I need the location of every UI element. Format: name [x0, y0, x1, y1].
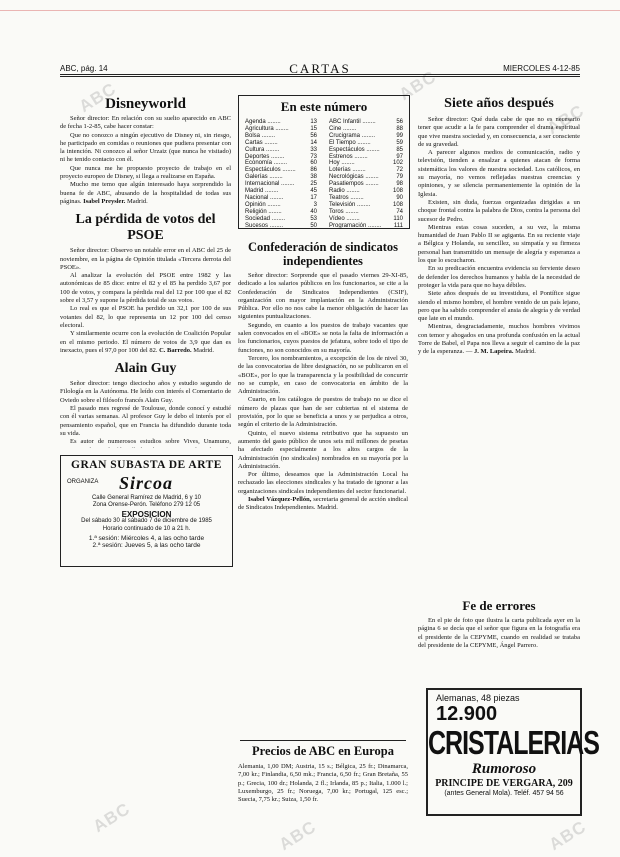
index-entry-page: 79 [396, 174, 403, 181]
index-entry [329, 154, 403, 161]
index-entry-label: Religión ........ [245, 208, 282, 215]
abc-watermark: ABC [275, 816, 320, 855]
auction-exposicion: EXPOSICION [121, 509, 172, 519]
index-entry-label: Estrenos ........ [329, 153, 368, 160]
abc-watermark: ABC [395, 66, 440, 105]
index-entry-page: 90 [396, 194, 403, 201]
ad-store-name: Rumoroso [471, 761, 537, 777]
index-entry-page: 108 [392, 188, 403, 195]
index-entry-page: 13 [310, 119, 317, 125]
index-entry-page: 45 [310, 188, 317, 195]
index-entry-page: 72 [396, 167, 403, 174]
index-entry [329, 133, 403, 140]
index-entry-label: Agenda ........ [245, 119, 281, 125]
index-entry [329, 167, 403, 174]
letter-paragraph: A parecer algunos medios de comunicación, radio y televisión, tienden a ensalzar a quienes atacan de forma sistemática los valores de nuestra sociedad. Los católicos, en su mayoría, no vemos reflejadas nuestras creencias y opiniones, y se silencia permanentemente la opinión de la Iglesia. [418, 149, 580, 198]
auction-organiza: ORGANIZA [67, 479, 99, 485]
index-entry-label: ABC Infantil ........ [329, 119, 376, 125]
index-entry-label: Espectáculos ........ [245, 167, 296, 174]
index-entry-label: Sociedad ........ [245, 215, 286, 222]
index-entry [329, 174, 403, 181]
letter-paragraph: Lo real es que el PSOE ha perdido un 32,1 por 100 de sus votantes del 82, lo que representa un 12 por 100 del censo electoral. [60, 305, 231, 329]
index-entry-page: 33 [310, 146, 317, 153]
auction-logo: Sircoa [119, 473, 174, 493]
index-entry-label: Galerías ........ [245, 174, 283, 181]
letter-paragraph: Señor director: Sorprende que el pasado viernes 29-XI-85, dedicado a los salarios públicos en los funcionarios, se cite a la Confederación de Sindicatos Independientes (CSIF), organización con mayor implantación en la Administración Pública. Por ello no nos cabe la menor obligación de hacer las siguientes puntualizaciones. [238, 272, 408, 321]
index-entry-label: Pasatiempos ........ [329, 181, 379, 188]
ad-brand: CRISTALERIAS [428, 724, 599, 762]
index-entry [329, 160, 403, 167]
index-entry-label: Nacional ........ [245, 194, 284, 201]
index-entry-label: Bolsa ........ [245, 132, 276, 139]
header-rule-2 [60, 76, 580, 77]
index-entry [329, 181, 403, 188]
index-entry-page: 99 [396, 132, 403, 139]
index-entry-label: El Tiempo ........ [329, 139, 371, 146]
index-entry-label: Internacional ........ [245, 181, 295, 188]
prices-text: Alemania, 1,00 DM; Austria, 15 s.; Bélgica, 25 fr.; Dinamarca, 7,00 kr.; Finlandia, 6,50 mk.; Francia, 6,50 fr.; Gran Bretaña, 55 p.; Grecia, 100 dr.; Holanda, 2 fl.; Irlanda, 85 p.; Italia, 1.000 l.; Luxemburgo, 25 fr.; Noruega, 7,00 kr.; Portugal, 125 esc.; Suecia, 7,75 kr.; Suiza, 1,50 fr. [238, 763, 408, 804]
letter-signature: J. M. Lapeira. [473, 348, 514, 356]
letter-paragraph: Mientras estas cosas suceden, a su vez, la misma humanidad de Juan Pablo II se agiganta. En su reciente viaje a Bélgica y Holanda, su sencillez, su simpatía y su firmeza personal han transmitido un mensaje de alegría y esperanza a los que lo escucharon. [418, 223, 580, 265]
index-entry-label: Deportes ........ [245, 153, 285, 160]
abc-watermark: ABC [543, 100, 588, 139]
index-entry [245, 202, 317, 209]
letter-paragraph: Isabel Vázquez-Pellón, secretaria general de acción sindical de Sindicatos Independientes. Madrid. [238, 496, 408, 512]
letter-paragraph: En su predicación encuentra evidencia su ferviente deseo de defender los derechos humanos y habla de la necesidad de proteger la vida para que no haya débiles. [418, 265, 580, 289]
letter-paragraph: Por último, deseamos que la Administración Local ha rechazado las elecciones sindicales y ha tratado de ignorar a las organizaciones sindicales independientes del sector funcionarial. [238, 471, 408, 495]
index-entry [245, 216, 317, 223]
index-entry-page: 102 [392, 160, 403, 167]
auction-session-1: 1.ª sesión: Miércoles 4, a las ocho tarde [88, 535, 205, 543]
index-entry-page: 59 [396, 139, 403, 146]
auction-phone: Zona Orense-Perón. Teléfono 279 12 05 [92, 502, 201, 509]
index-entry-label: Cine ........ [329, 125, 357, 132]
index-entry-label: Programación ........ [329, 222, 382, 229]
index-entry [245, 140, 317, 147]
index-entry-label: Espectáculos ........ [329, 146, 380, 153]
column-center [238, 240, 408, 630]
letter-paragraph: Señor director: Observo un notable error en el ABC del 25 de noviembre, en la página de Opinión titulada «Tercera derrota del PSOE». [60, 247, 231, 271]
index-entry-label: Vídeo ........ [329, 215, 360, 222]
cristalerias-ad [426, 688, 599, 816]
index-entry [245, 167, 317, 174]
ad-price: 12.900 [436, 703, 498, 725]
letter-paragraph: Que nunca me he propuesto proyecto de trabajo en el proyecto europeo de Disney, si llega a realizarse en España. [60, 164, 231, 181]
index-entry [329, 209, 403, 216]
abc-watermark: ABC [545, 816, 590, 855]
index-entry-label: Radio ........ [329, 188, 360, 195]
letter-paragraph: Y similarmente ocurre con la evolución de Coalición Popular en el mismo periodo. El número de votos de 3,9 que dan es inexacto, pues el 97,0 por 100 del 82. C. Barredo. Madrid. [60, 330, 231, 354]
auction-address: Calle General Ramírez de Madrid, 6 y 10 [91, 495, 202, 501]
headline-confederacion: Confederación de sindicatos independientes [248, 240, 398, 268]
letter-paragraph: Existen, sin duda, fuerzas organizadas dirigidas a un choque frontal contra la palabra de Dios, contra la persona del sucesor de Pedro. [418, 198, 580, 223]
scan-edge-line [0, 10, 620, 11]
index-entry-label: Cultura ........ [245, 146, 280, 153]
letter-signature: Isabel Preysler. [83, 197, 126, 205]
letter-paragraph: Señor director: tengo dieciocho años y estudio segundo de Filología en la Autónoma. He leído con interés el Comentario de Oviedo sobre el filósofo francés Alain Guy. [60, 380, 231, 404]
letter-paragraph: Que no conozco a ningún ejecutivo de Disney ni, sin riesgo, he participado en comidas o reuniones que pudiera presentar con la intención. Ni conozco al señor Urzaiz (que nunca he visitado) ni he tenido contacto con él. [60, 131, 231, 164]
index-entry-label: Teatros ........ [329, 194, 364, 201]
index-entry-page: 56 [396, 119, 403, 125]
letter-paragraph: Siete años después de su investidura, el Pontífice sigue siendo el mismo hombre, el hombre venido de un país lejano, pero que ha sabido comprender el ansia de alegría y de verdad que late en el mundo. [418, 290, 580, 323]
index-entry-page: 108 [392, 201, 403, 208]
index-entry-label: Loterías ........ [329, 167, 366, 174]
index-box [238, 95, 410, 229]
header-rule [60, 74, 580, 75]
index-title: En este número [280, 99, 368, 114]
letter-paragraph: Mientras, desgraciadamente, muchos hombres vivimos con temor y ahogados en una profunda confusión en la actual Torre de Babel, el Papa nos lleva a seguir el camino de la paz y de la esperanza. — J. M. Lapeira. Madrid. [418, 323, 580, 356]
letter-paragraph: Es autor de numerosos estudios sobre Vives, Unamuno, [70, 438, 231, 446]
index-list-left [245, 119, 317, 230]
letter-paragraph: Señor director: En relación con su suelto aparecido en ABC de fecha 1-2-85, cabe hacer constar: [60, 115, 231, 131]
headline-siete-anos: Siete años después [444, 96, 554, 111]
letter-paragraph: Mucho me temo que algún interesado haya sorprendido la buena fe de ABC, abusando de la hospitalidad de todas sus páginas. Isabel Preysler. Madrid. [60, 181, 231, 205]
index-entry [329, 188, 403, 195]
column-left [60, 96, 231, 448]
abc-watermark: ABC [75, 78, 120, 117]
errata-text: En el pie de foto que ilustra la carta publicada ayer en la página 6 se decía que el señor que figura en la fotografía era el presidente de la CEPYME, cuando en realidad se trataba del presidente de la CEPYME, Ángel Parrero. [418, 617, 580, 649]
ad-items: Alemanas, 48 piezas [436, 693, 520, 703]
page-number: ABC, pág. 14 [60, 64, 108, 73]
letter-paragraph: Señor director: Qué duda cabe de que no es necesario tener que acudir a la fe para comprender el drama espiritual que vive nuestra sociedad y, en consecuencia, a ser consciente de su gravedad. [418, 116, 580, 148]
index-entry-page: 74 [396, 208, 403, 215]
index-entry [329, 202, 403, 209]
index-entry-label: Sucesos ........ [245, 222, 284, 229]
index-entry [329, 147, 403, 154]
index-entry-page: 40 [310, 208, 317, 215]
headline-fe-de-errores: Fe de errores [462, 598, 536, 613]
index-entry [245, 181, 317, 188]
index-entry [245, 147, 317, 154]
auction-title: GRAN SUBASTA DE ARTE [71, 459, 222, 471]
auction-hours: Horario continuado de 10 a 21 h. [102, 525, 191, 532]
headline-precios: Precios de ABC en Europa [252, 744, 394, 758]
abc-watermark: ABC [89, 798, 134, 837]
letter-paragraph: Tercero, los nombramientos, a excepción de los de nivel 30, de las convocatorias de libre designación, no se publicaron en el «BOE», por lo que la transparencia y la posibilidad de concurrir no se cumple, en caso de convocatoria en ámbito de la Administración. [238, 354, 408, 396]
index-entry-page: 3 [313, 201, 317, 208]
index-entry-page: 38 [310, 174, 317, 181]
index-entry-label: Economía ........ [245, 160, 288, 167]
letter-paragraph: Segundo, en cuanto a los puestos de trabajo vacantes que salen convocados en el «BOE» se nota la falta de información a los funcionarios, cuyos puestos de jefatura, sobre todo el tipo de funciones, no son conocidos en su mayoría. [238, 321, 408, 354]
index-entry-page: 73 [310, 153, 317, 160]
index-entry [329, 195, 403, 202]
index-entry [245, 154, 317, 161]
index-entry [245, 188, 317, 195]
index-entry [245, 119, 317, 126]
index-entry-label: Hoy ........ [329, 160, 355, 167]
letter-paragraph: El pasado mes regresé de Toulouse, donde conocí y estudié con él varias semanas. Al profesor Guy le debo el interés por el pensamiento español, que en Francia ha difundido durante toda su vida. [60, 405, 231, 437]
index-entry-label: Crucigrama ........ [329, 132, 376, 139]
section-rule [240, 740, 406, 741]
index-entry-label: Toros ........ [329, 208, 359, 215]
index-entry-label: Agricultura ........ [245, 125, 289, 132]
headline-disneyworld: Disneyworld [105, 96, 186, 112]
index-entry-page: 50 [310, 222, 317, 229]
index-entry [329, 126, 403, 133]
index-entry-label: Cartas ........ [245, 139, 278, 146]
index-entry-label: Madrid ........ [245, 188, 279, 195]
prices-europe [238, 744, 408, 816]
letter-paragraph: Cuarto, en los catálogos de puestos de trabajo no se dice el número de plazas que han de ser cubiertas ni el sistema de provisión, por lo que se beneficia a unos y se perjudica a otros, según el criterio de la Administración. [238, 396, 408, 429]
column-right [418, 96, 580, 606]
letter-signature: Isabel Vázquez-Pellón, [248, 496, 312, 504]
index-entry-page: 88 [396, 125, 403, 132]
index-entry [245, 209, 317, 216]
index-entry-page: 25 [310, 181, 317, 188]
index-entry-page: 97 [396, 153, 403, 160]
index-entry-page: 98 [396, 181, 403, 188]
index-entry [245, 160, 317, 167]
index-entry [245, 195, 317, 202]
auction-session-2: 2.ª sesión: Jueves 5, a las ocho tarde [92, 542, 201, 550]
letter-paragraph: Quinto, el nuevo sistema retributivo que ha supuesto un aumento del gasto público de unos seis mil millones de pesetas ha afectado especialmente a los altos cargos de la Administración (no sindicales) nombrados en su mayoría por la Administración. [238, 429, 408, 470]
art-auction-ad [60, 455, 233, 567]
index-entry-page: 14 [310, 139, 317, 146]
letter-paragraph: Al analizar la evolución del PSOE entre 1982 y las autonómicas de 85 dice: entre el 82 y el 85 ha perdido 3,67 por 100 de votos, y compara la pérdida real del 12 por 100 que el 82 sobre el 3,57 y supone la pérdida total de sus votos. [60, 272, 231, 305]
headline-alain-guy: Alain Guy [114, 361, 177, 377]
index-entry [329, 216, 403, 223]
index-entry-page: 86 [310, 167, 317, 174]
headline-psoe: La pérdida de votos del PSOE [75, 212, 216, 244]
letter-signature: C. Barredo. [159, 346, 192, 354]
index-entry [245, 133, 317, 140]
index-entry [245, 126, 317, 133]
index-entry-page: 56 [310, 132, 317, 139]
index-entry [329, 223, 403, 230]
index-entry-page: 53 [310, 215, 317, 222]
index-list-right [329, 119, 403, 230]
index-entry-page: 110 [393, 215, 403, 222]
auction-dates: Del sábado 30 al sábado 7 de diciembre de 1985 [81, 518, 212, 525]
index-entry [329, 119, 403, 126]
index-entry-page: 17 [310, 194, 317, 201]
index-entry-label: Opinión ........ [245, 201, 281, 208]
index-entry-label: Televisión ........ [329, 201, 371, 208]
index-entry-label: Necrológicas ........ [329, 174, 379, 181]
index-entry-page: 111 [393, 222, 403, 229]
index-entry [245, 223, 317, 230]
ad-address: PRINCIPE DE VERGARA, 209 [435, 778, 573, 789]
issue-date: MIERCOLES 4-12-85 [503, 64, 580, 73]
index-entry-page: 60 [310, 160, 317, 167]
section-title: CARTAS [289, 61, 351, 76]
ad-phone: (antes General Mola). Teléf. 457 94 56 [444, 790, 564, 797]
index-entry-page: 85 [396, 146, 403, 153]
index-entry-page: 15 [310, 125, 317, 132]
errata [418, 598, 580, 662]
index-entry [245, 174, 317, 181]
index-entry [329, 140, 403, 147]
